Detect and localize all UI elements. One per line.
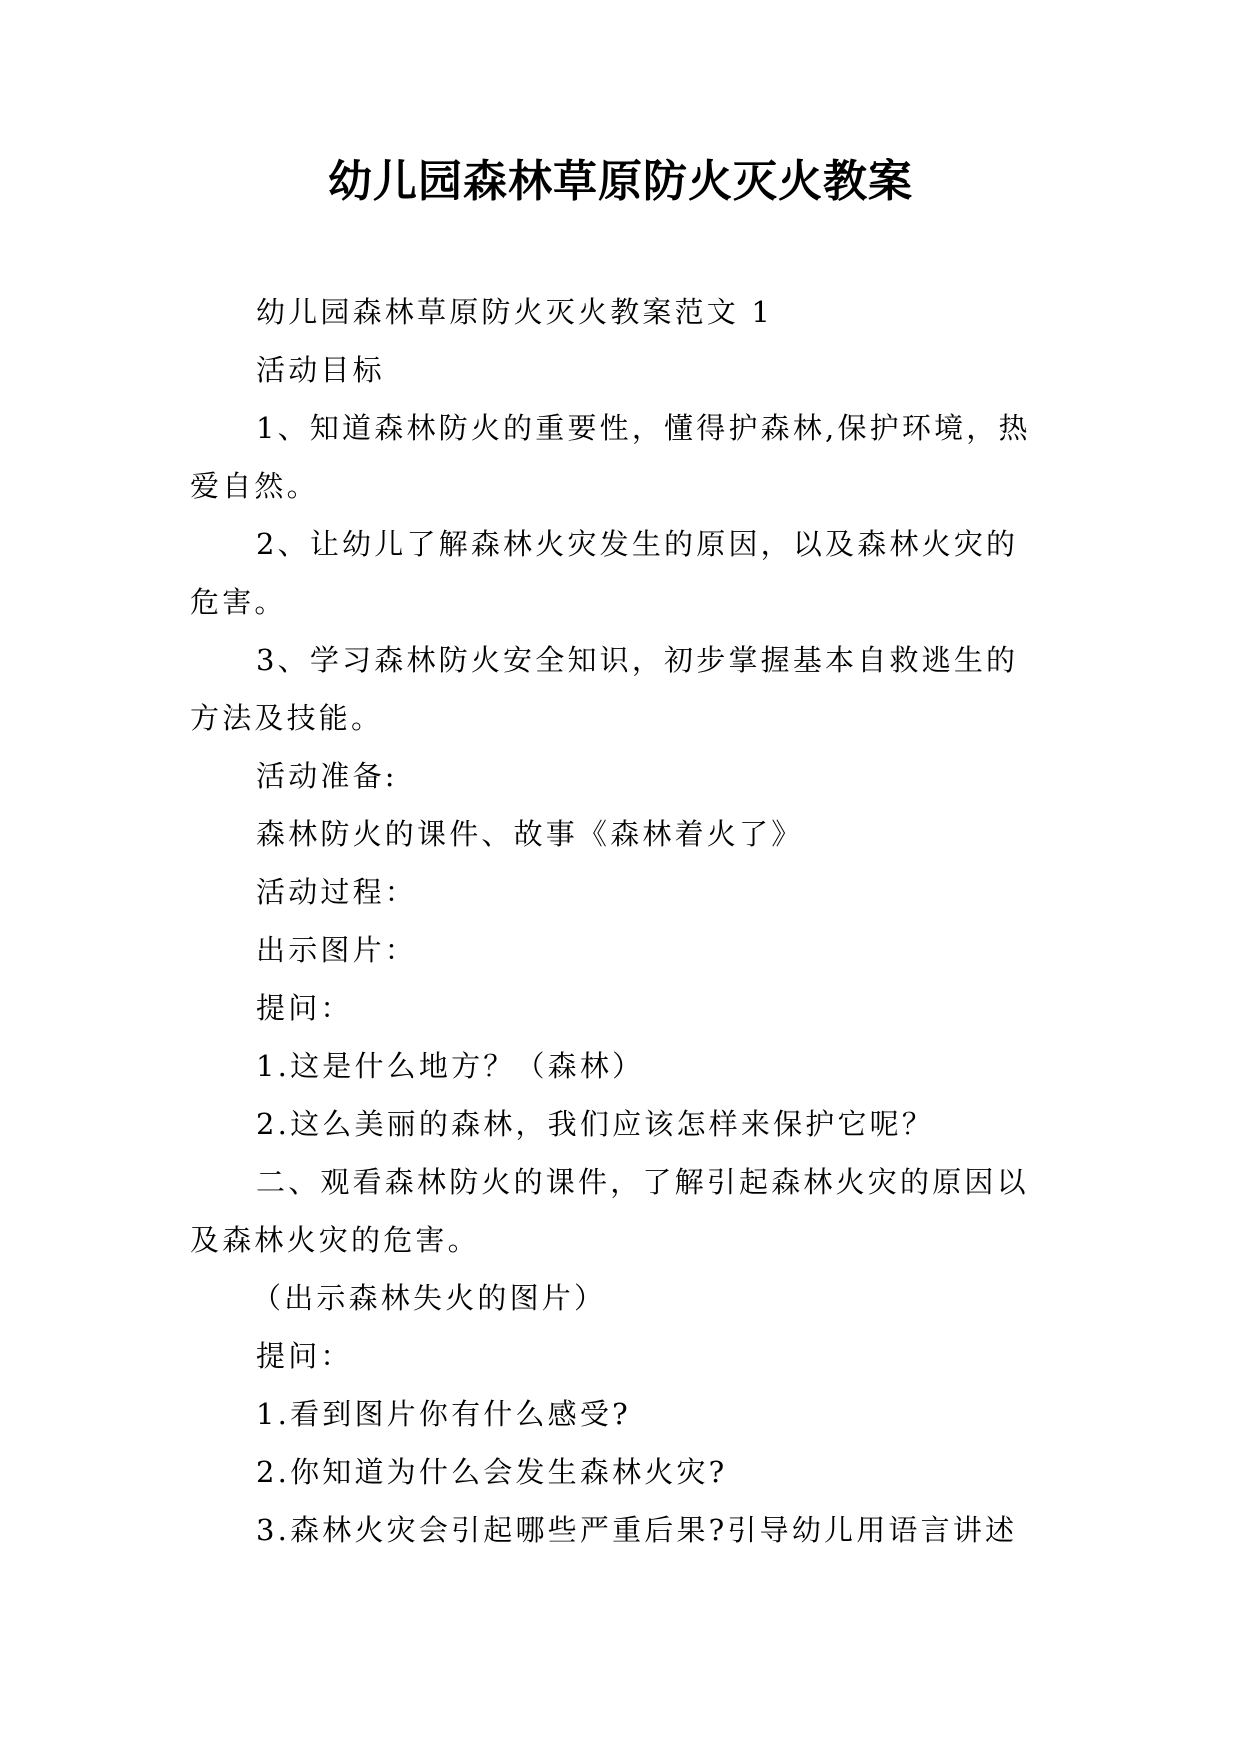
paragraph: 1、知道森林防火的重要性，懂得护森林,保护环境，热爱自然。 (190, 411, 1031, 503)
paragraph: 森林防火的课件、故事《森林着火了》 (256, 817, 804, 851)
paragraph: 1.这是什么地方？（森林） (256, 1049, 645, 1083)
document-body (190, 283, 1048, 1559)
paragraph: 二、观看森林防火的课件，了解引起森林火灾的原因以及森林火灾的危害。 (190, 1165, 1029, 1257)
paragraph: 活动目标 (256, 353, 385, 387)
paragraph: 3.森林火灾会引起哪些严重后果?引导幼儿用语言讲述 (256, 1513, 1018, 1547)
paragraph: 出示图片： (256, 933, 418, 967)
paragraph: （出示森林失火的图片） (252, 1281, 607, 1315)
document-title: 幼儿园森林草原防火灭火教案 (328, 156, 913, 207)
paragraph: 2.这么美丽的森林，我们应该怎样来保护它呢？ (256, 1107, 935, 1141)
paragraph: 提问： (256, 1339, 353, 1373)
paragraph: 1.看到图片你有什么感受? (256, 1397, 631, 1431)
paragraph: 2.你知道为什么会发生森林火灾? (256, 1455, 728, 1489)
paragraph: 提问： (256, 991, 353, 1025)
paragraph: 活动准备: (256, 759, 398, 793)
paragraph: 2、让幼儿了解森林火灾发生的原因，以及森林火灾的危害。 (190, 527, 1019, 619)
paragraph: 幼儿园森林草原防火灭火教案范文 1 (256, 295, 774, 329)
paragraph: 3、学习森林防火安全知识，初步掌握基本自救逃生的方法及技能。 (190, 643, 1019, 735)
paragraph: 活动过程： (256, 875, 418, 909)
